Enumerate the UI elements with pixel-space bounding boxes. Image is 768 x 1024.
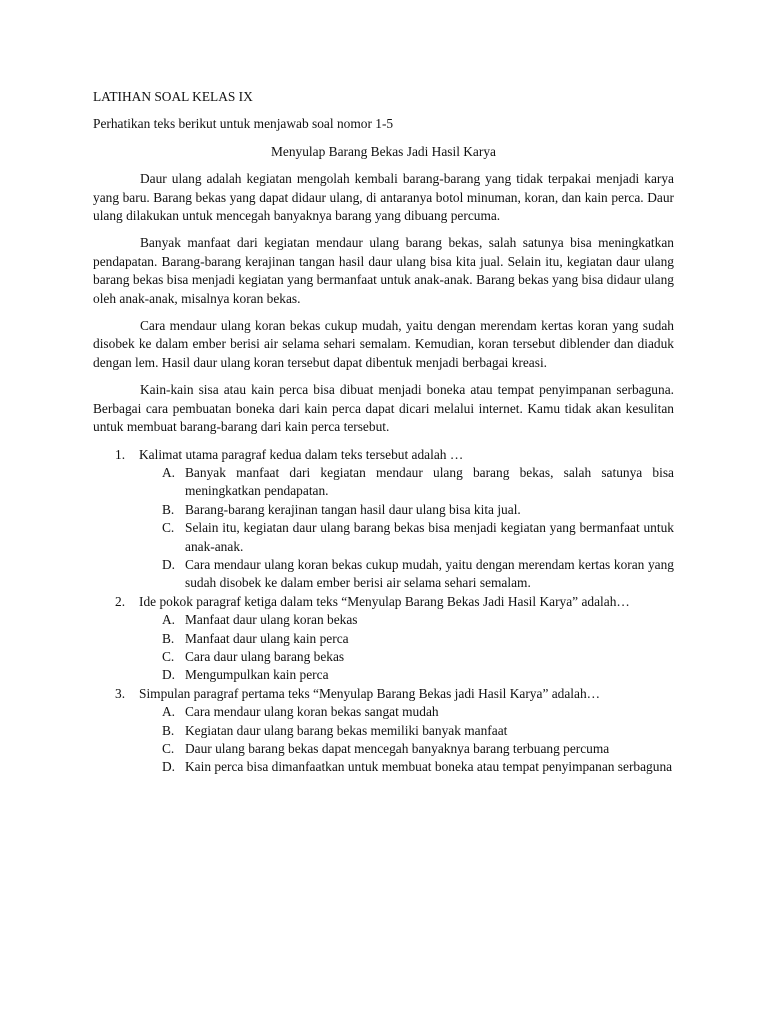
option-a — [93, 703, 674, 721]
option-text: Manfaat daur ulang kain perca — [185, 630, 349, 646]
option-label: A. — [162, 464, 176, 480]
question-1 — [93, 446, 674, 593]
option-a — [93, 464, 674, 501]
reading-paragraph-3: Cara mendaur ulang koran bekas cukup mudah, yaitu dengan merendam kertas koran yang sudah disobek ke dalam ember berisi air selama sehari semalam. Kemudian, koran tersebut diblender dan diaduk dengan lem. Hasil daur ulang koran tersebut dapat dibentuk menjadi berbagai kreasi. — [93, 318, 674, 370]
option-text: Daur ulang barang bekas dapat mencegah banyaknya barang terbuang percuma — [185, 741, 610, 756]
option-d — [93, 758, 674, 776]
option-label: B. — [162, 630, 175, 646]
option-label: C. — [162, 648, 175, 664]
reading-paragraph-4: Kain-kain sisa atau kain perca bisa dibuat menjadi boneka atau tempat penyimpanan serbaguna. Berbagai cara pembuatan boneka dari kain perca dapat dicari melalui internet. Kamu tidak akan kesulitan untuk membuat barang-barang dari kain perca tersebut. — [93, 382, 674, 435]
reading-title: Menyulap Barang Bekas Jadi Hasil Karya — [271, 143, 496, 159]
option-c — [93, 740, 674, 758]
instruction-text: Perhatikan teks berikut untuk menjawab soal nomor 1-5 — [93, 116, 394, 132]
option-list — [139, 703, 674, 777]
reading-paragraph-1: Daur ulang adalah kegiatan mengolah kembali barang-barang yang tidak terpakai menjadi karya yang baru. Barang bekas yang dapat didaur ulang, di antaranya botol minuman, koran, dan kain perca. Daur ulang dilakukan untuk mencegah banyaknya barang yang dibuang percuma. — [93, 171, 674, 224]
question-number: 2. — [115, 593, 126, 609]
option-text: Cara mendaur ulang koran bekas cukup mudah, yaitu dengan merendam kertas koran yang sudah disobek ke dalam ember berisi air selama sehari semalam. — [185, 556, 674, 591]
option-text: Cara daur ulang barang bekas — [185, 648, 345, 664]
option-list — [139, 464, 674, 593]
option-text: Banyak manfaat dari kegiatan mendaur ulang barang bekas, salah satunya bisa meningkatkan pendapatan. — [185, 464, 674, 499]
option-text: Kegiatan daur ulang barang bekas memiliki banyak manfaat — [185, 722, 508, 738]
question-2 — [93, 593, 674, 685]
option-text: Selain itu, kegiatan daur ulang barang bekas bisa menjadi kegiatan yang bermanfaat untuk anak-anak. — [185, 520, 674, 554]
option-text: Manfaat daur ulang koran bekas — [185, 612, 358, 628]
option-label: C. — [162, 520, 175, 536]
option-text: Barang-barang kerajinan tangan hasil daur ulang bisa kita jual. — [185, 501, 521, 517]
option-c — [93, 648, 674, 666]
question-number: 1. — [115, 446, 126, 462]
option-text: Cara mendaur ulang koran bekas sangat mudah — [185, 704, 439, 720]
option-label: A. — [162, 704, 176, 720]
option-b — [93, 501, 674, 519]
option-label: B. — [162, 501, 175, 517]
question-text: Simpulan paragraf pertama teks “Menyulap Barang Bekas jadi Hasil Karya” adalah… — [139, 685, 601, 701]
option-d — [93, 556, 674, 593]
option-label: D. — [162, 759, 176, 775]
option-label: D. — [162, 667, 176, 683]
option-list — [139, 611, 674, 685]
question-list — [93, 446, 674, 777]
option-c — [93, 519, 674, 556]
option-label: C. — [162, 741, 175, 756]
document-heading: LATIHAN SOAL KELAS IX — [93, 89, 253, 104]
question-number: 3. — [115, 685, 126, 701]
question-3 — [93, 685, 674, 777]
document-page — [93, 88, 674, 777]
option-label: B. — [162, 722, 175, 738]
option-b — [93, 722, 674, 740]
question-text: Ide pokok paragraf ketiga dalam teks “Menyulap Barang Bekas Jadi Hasil Karya” adalah… — [139, 593, 630, 609]
option-text: Kain perca bisa dimanfaatkan untuk membuat boneka atau tempat penyimpanan serbaguna — [185, 759, 673, 775]
option-text: Mengumpulkan kain perca — [185, 667, 329, 683]
option-b — [93, 630, 674, 648]
question-text: Kalimat utama paragraf kedua dalam teks tersebut adalah … — [139, 446, 464, 462]
reading-paragraph-2: Banyak manfaat dari kegiatan mendaur ulang barang bekas, salah satunya bisa meningkatkan pendapatan. Barang-barang kerajinan tangan hasil daur ulang bisa kita jual. Selain itu, kegiatan daur ulang barang bekas bisa menjadi kegiatan yang bermanfaat untuk anak-anak. Barang bekas yang bisa didaur ulang oleh anak-anak, misalnya koran bekas. — [93, 235, 674, 306]
option-a — [93, 611, 674, 629]
option-label: D. — [162, 556, 176, 572]
option-label: A. — [162, 612, 176, 628]
option-d — [93, 666, 674, 684]
